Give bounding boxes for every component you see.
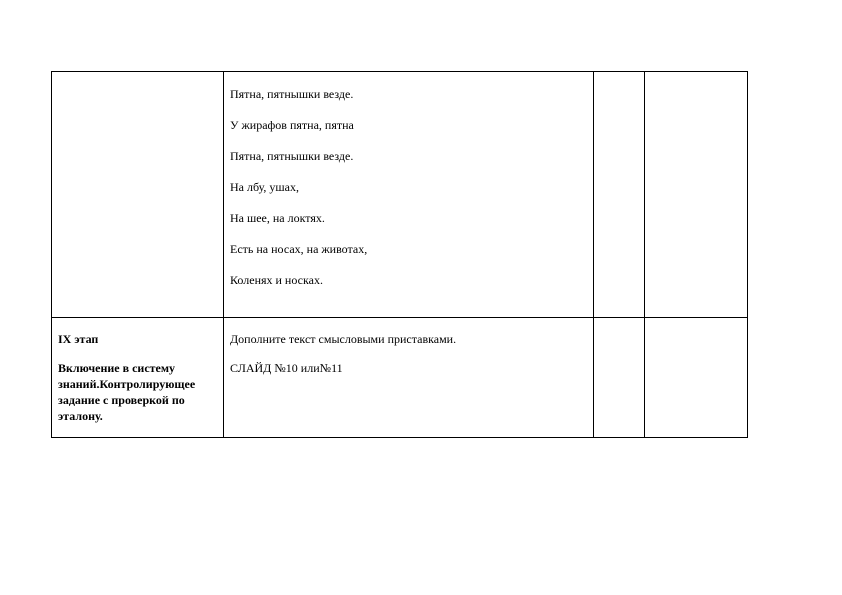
poem-cell <box>224 72 594 318</box>
lesson-plan-table <box>51 71 748 438</box>
empty-cell <box>645 318 748 438</box>
stage-cell-empty <box>52 72 224 318</box>
stage-cell <box>52 318 224 438</box>
table-row <box>52 318 748 438</box>
empty-cell <box>594 72 645 318</box>
poem-line: Есть на носах, на животах, <box>230 242 368 256</box>
poem-line: Пятна, пятнышки везде. <box>230 149 354 163</box>
poem-line: На шее, на локтях. <box>230 211 325 225</box>
stage-title: IX этап <box>58 332 99 346</box>
stage-description: Включение в систему знаний.Контролирующее задание с проверкой по эталону. <box>58 361 196 423</box>
poem-line: У жирафов пятна, пятна <box>230 118 354 132</box>
table-row <box>52 72 748 318</box>
task-cell <box>224 318 594 438</box>
poem-line: На лбу, ушах, <box>230 180 299 194</box>
poem-line: Коленях и носках. <box>230 273 323 287</box>
empty-cell <box>594 318 645 438</box>
empty-cell <box>645 72 748 318</box>
slide-reference: СЛАЙД №10 или№11 <box>230 361 343 375</box>
poem-line: Пятна, пятнышки везде. <box>230 87 354 101</box>
task-instruction: Дополните текст смысловыми приставками. <box>230 332 457 346</box>
